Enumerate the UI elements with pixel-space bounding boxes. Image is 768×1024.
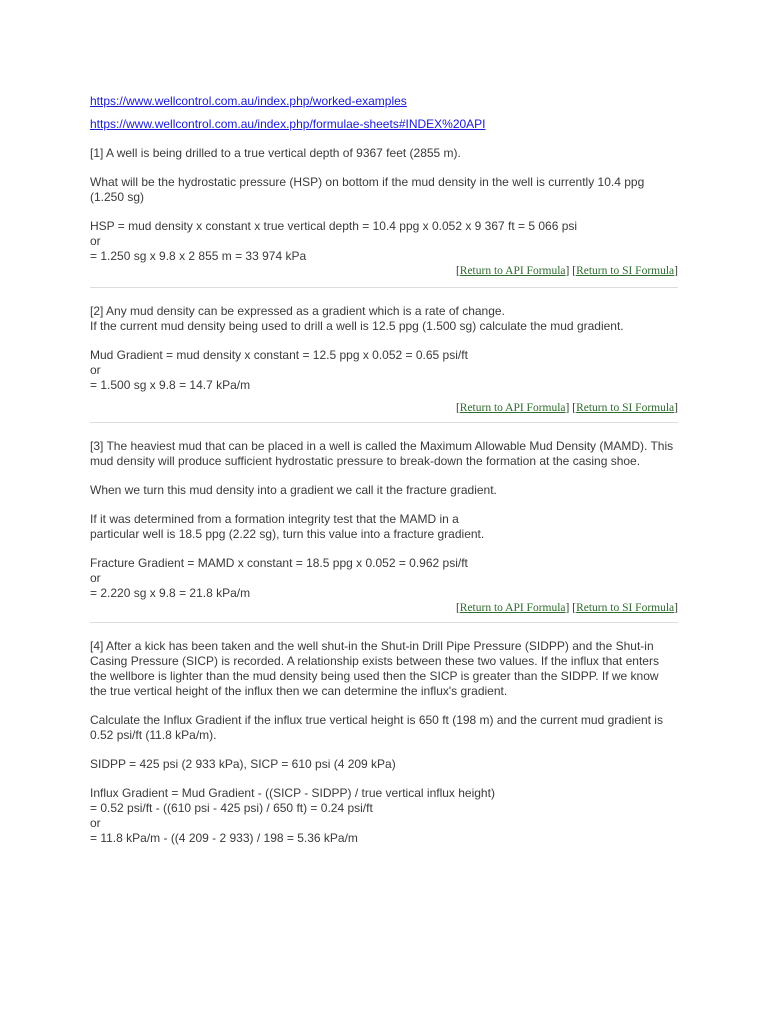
example-1-return-links: [Return to API Formula] [Return to SI Formula] — [455, 265, 678, 277]
example-2-or: or — [90, 363, 101, 377]
divider — [90, 287, 678, 288]
return-to-api-link[interactable]: Return to API Formula — [459, 265, 566, 277]
example-2-si-formula: = 1.500 sg x 9.8 = 14.7 kPa/m — [90, 378, 251, 392]
example-3-question: [3] The heaviest mud that can be placed in a well is called the Maximum Allowable Mud Density (MAMD). This mud density will produce sufficient hydrostatic pressure to break-down the formation at the casing shoe. — [90, 439, 674, 468]
example-3-return-links: [Return to API Formula] [Return to SI Formula] — [455, 602, 678, 614]
return-to-si-link[interactable]: Return to SI Formula — [576, 265, 675, 277]
example-3-si-formula: = 2.220 sg x 9.8 = 21.8 kPa/m — [90, 586, 251, 600]
example-4-question: [4] After a kick has been taken and the well shut-in the Shut-in Drill Pipe Pressure (SIDPP) and the Shut-in Casing Pressure (SICP) is recorded. A relationship exists between these two values. If the influx that enters the wellbore is lighter than the mud density being used then the SICP is greater than the SIDPP. If we know the true vertical height of the influx then we can determine the influx's gradient. — [90, 639, 659, 698]
example-3-or: or — [90, 571, 101, 585]
example-3-question-fit-a: If it was determined from a formation integrity test that the MAMD in a — [90, 512, 459, 526]
return-to-api-link[interactable]: Return to API Formula — [459, 602, 566, 614]
worked-examples-link[interactable]: https://www.wellcontrol.com.au/index.php/worked-examples — [90, 94, 407, 108]
return-to-api-link[interactable]: Return to API Formula — [459, 402, 566, 414]
example-3-question-fit-b: particular well is 18.5 ppg (2.22 sg), turn this value into a fracture gradient. — [90, 527, 485, 541]
divider — [90, 422, 678, 423]
example-2-question: [2] Any mud density can be expressed as a gradient which is a rate of change. — [90, 304, 505, 318]
example-4-si-formula: = 11.8 kPa/m - ((4 209 - 2 933) / 198 = 5.36 kPa/m — [90, 831, 358, 845]
example-1-or: or — [90, 234, 101, 248]
example-3-question-detail: When we turn this mud density into a gradient we call it the fracture gradient. — [90, 483, 497, 497]
example-2 — [90, 304, 678, 416]
example-2-api-formula: Mud Gradient = mud density x constant = 12.5 ppg x 0.052 = 0.65 psi/ft — [90, 348, 468, 362]
example-4-given-values: SIDPP = 425 psi (2 933 kPa), SICP = 610 psi (4 209 kPa) — [90, 757, 396, 771]
example-4-api-formula: = 0.52 psi/ft - ((610 psi - 425 psi) / 650 ft) = 0.24 psi/ft — [90, 801, 373, 815]
return-to-si-link[interactable]: Return to SI Formula — [576, 602, 675, 614]
example-4-question-detail: Calculate the Influx Gradient if the influx true vertical height is 650 ft (198 m) and the current mud gradient is 0.52 psi/ft (11.8 kPa/m). — [90, 713, 663, 742]
example-1-si-formula: = 1.250 sg x 9.8 x 2 855 m = 33 974 kPa — [90, 249, 307, 263]
document-page — [90, 94, 678, 846]
example-4 — [90, 639, 678, 846]
example-4-formula: Influx Gradient = Mud Gradient - ((SICP - SIDPP) / true vertical influx height) — [90, 786, 495, 800]
example-2-return-links: [Return to API Formula] [Return to SI Formula] — [455, 402, 678, 414]
return-to-si-link[interactable]: Return to SI Formula — [576, 402, 675, 414]
divider — [90, 622, 678, 623]
example-1 — [90, 146, 678, 279]
example-2-question-detail: If the current mud density being used to drill a well is 12.5 ppg (1.500 sg) calculate the mud gradient. — [90, 319, 624, 333]
example-1-question: [1] A well is being drilled to a true vertical depth of 9367 feet (2855 m). — [90, 146, 461, 160]
example-3-api-formula: Fracture Gradient = MAMD x constant = 18.5 ppg x 0.052 = 0.962 psi/ft — [90, 556, 468, 570]
example-1-question-detail: What will be the hydrostatic pressure (HSP) on bottom if the mud density in the well is currently 10.4 ppg (1.250 sg) — [90, 175, 645, 204]
example-1-api-formula: HSP = mud density x constant x true vertical depth = 10.4 ppg x 0.052 x 9 367 ft = 5 066 psi — [90, 219, 578, 233]
formulae-sheets-link[interactable]: https://www.wellcontrol.com.au/index.php/formulae-sheets#INDEX%20API — [90, 117, 486, 131]
example-4-or: or — [90, 816, 101, 830]
example-3 — [90, 439, 678, 616]
